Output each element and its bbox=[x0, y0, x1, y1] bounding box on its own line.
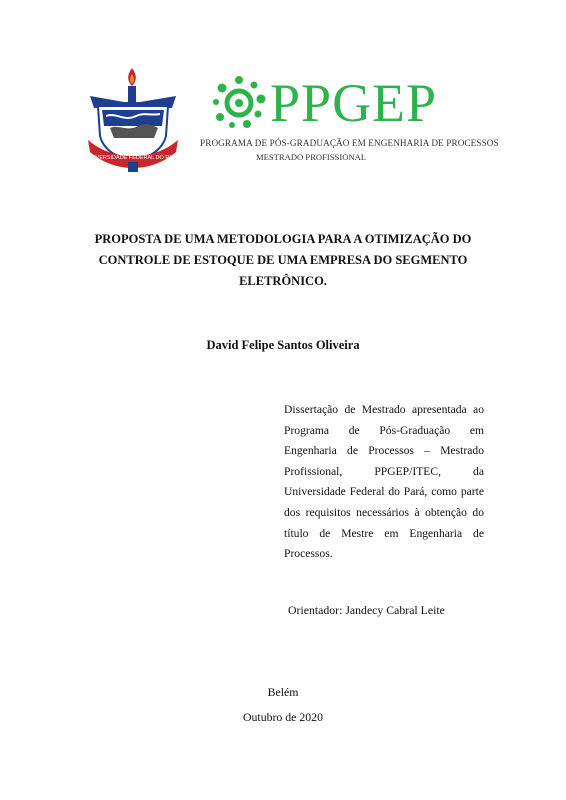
date: Outubro de 2020 bbox=[243, 710, 323, 724]
title-line: ELETRÔNICO. bbox=[239, 274, 327, 288]
program-level: MESTRADO PROFISSIONAL bbox=[256, 152, 367, 162]
advisor: Orientador: Jandecy Cabral Leite bbox=[288, 603, 445, 617]
svg-text:UNIVERSIDADE FEDERAL DO PARÁ: UNIVERSIDADE FEDERAL DO PARÁ bbox=[86, 155, 180, 161]
thesis-title bbox=[88, 229, 478, 292]
title-line: CONTROLE DE ESTOQUE DE UMA EMPRESA DO SEGMENTO bbox=[98, 253, 468, 267]
ppgep-logo bbox=[200, 72, 499, 168]
author-name: David Felipe Santos Oliveira bbox=[206, 338, 360, 352]
ufpa-seal-logo bbox=[84, 66, 182, 172]
gear-icon bbox=[208, 72, 270, 134]
program-name: PROGRAMA DE PÓS-GRADUAÇÃO EM ENGENHARIA DE PROCESSOS bbox=[200, 138, 499, 148]
title-line: PROPOSTA DE UMA METODOLOGIA PARA A OTIMIZAÇÃO DO bbox=[94, 232, 472, 246]
city: Belém bbox=[267, 685, 299, 699]
ppgep-wordmark: PPGEP bbox=[270, 73, 438, 133]
dissertation-description: Dissertação de Mestrado apresentada ao Programa de Pós-Graduação em Engenharia de Processos – Mestrado Profissional, PPGEP/ITEC, da Universidade Federal do Pará, como parte dos requisitos necessários à obtenção do título de Mestre em Engenharia de Processos. bbox=[284, 403, 484, 561]
